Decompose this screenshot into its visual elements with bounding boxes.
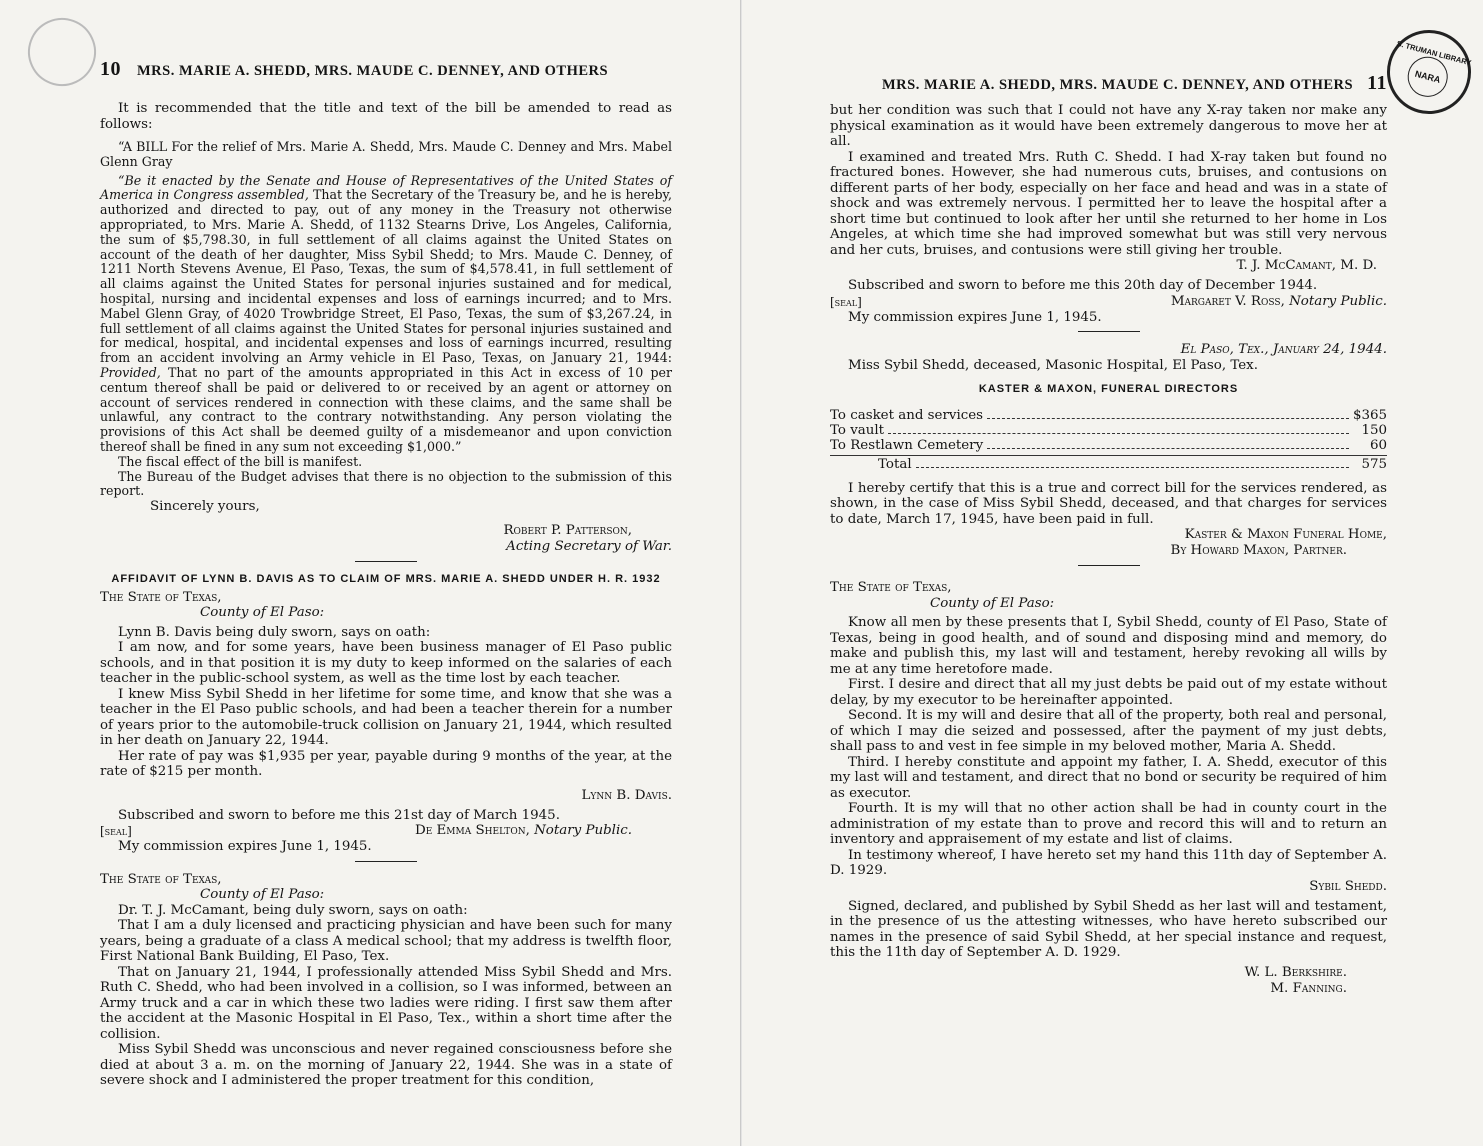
commission-line: My commission expires June 1, 1945. [118,839,372,855]
bill-item: To vault 150 [830,422,1387,438]
mccamant-paragraph: That I am a duly licensed and practicing physician and have been such for many years, being a graduate of a class A medical school; that my address is twelfth floor, First National Bank Building, El Paso, Tex. [100,918,672,965]
running-header-left [100,58,672,81]
will-paragraph: Fourth. It is my will that no other action shall be had in county court in the administration of my estate than to prove and record this will and to return an inventory and appraisement of my estate and list of claims. [830,801,1387,847]
running-head: MRS. MARIE A. SHEDD, MRS. MAUDE C. DENNEY, AND OTHERS [882,77,1354,93]
budget-note: The Bureau of the Budget advises that there is no objection to the submission of this report. [100,468,672,499]
notary-row [100,823,672,839]
library-stamp-faded [17,7,107,97]
will-paragraph: Third. I hereby constitute and appoint my father, I. A. Shedd, executor of this my last will and testament, and direct that no bond or security be required of him as executor. [830,754,1387,801]
bill-title: “A BILL For the relief of Mrs. Marie A. Shedd, Mrs. Maude C. Denney and Mrs. Mabel Glenn Gray [100,139,672,169]
county-line: County of El Paso: [930,595,1055,611]
davis-paragraph: I am now, and for some years, have been business manager of El Paso public schools, and in that position it is my duty to keep informed on the salaries of each teacher in the public-school system, as well as the time lost by each teacher. [100,640,672,687]
witness-signature: M. Fanning. [1270,980,1347,996]
mccamant-paragraph: That on January 21, 1944, I professionally attended Miss Sybil Shedd and Mrs. Ruth C. Shedd, who had been involved in a collision, so I was informed, between an Army truck and a car in which these two ladies were riding. I first saw them after the accident at the Masonic Hospital in El Paso, Tex., within a short time after the collision. [100,964,672,1042]
mccamant-paragraph: I examined and treated Mrs. Ruth C. Shedd. I had X-ray taken but found no fractured bones. However, she had numerous cuts, bruises, and contusions on different parts of her body, especially on her face and head and was in a state of shock and was extremely nervous. I permitted her to leave the hospital after a short time but continued to look after her until she returned to her home in Los Angeles, at which time she had improved somewhat but was still very nervous and her cuts, bruises, and contusions were still giving her trouble. [830,149,1387,258]
notary-row [830,294,1387,310]
bill-item: To casket and services $365 [830,407,1388,423]
dateline: El Paso, Tex., January 24, 1944. [1180,342,1387,357]
seal-label: [seal] [830,294,862,309]
bill-recipient: Miss Sybil Shedd, deceased, Masonic Hospital, El Paso, Tex. [848,358,1258,373]
divider [1078,331,1140,332]
notary-title: Notary Public. [534,823,632,839]
will-paragraph: Second. It is my will and desire that all of the property, both real and personal, of which I may die seized and possessed, after the payment of my just debts, shall pass to and vest in fee simple in my beloved mother, Maria A. Shedd. [830,708,1387,754]
page-number: 11 [1367,72,1387,94]
bill-total: Total 575 [830,455,1387,473]
recommendation-paragraph: It is recommended that the title and text of the bill be amended to read as follows: [100,101,672,132]
notary-name: Margaret V. Ross, [1170,293,1290,309]
davis-signature: Lynn B. Davis. [581,787,672,803]
bill-body: “Be it enacted by the Senate and House of Representatives of the United States of America in Congress assembled, That the Secretary of the Treasury be, and he is hereby, authorized and directed to pay, out of any money in the Treasury not otherwise appropriated, to Mrs. Marie A. Shedd, of 1132 Stearns Drive, Los Angeles, California, the sum of $5,798.30, in full settlement of all claims against the United States on account of the death of her daughter, Miss Sybil Shedd; to Mrs. Maude C. Denney, of 1211 North Stevens Avenue, El Paso, Texas, the sum of $4,578.41, in full settlement of all claims against the United States for personal injuries sustained and for medical, hospital, nursing and incidental expenses and loss of earnings incurred; and to Mrs. Mabel Glenn Gray, of 4020 Trowbridge Street, El Paso, Texas, the sum of $3,267.24, in full settlement of all claims against the United States for personal injuries sustained and for medical, hospital, and incidental expenses and loss of earnings incurred, resulting from an accident involving an Army vehicle in El Paso, Texas, on January 21, 1944: Provided, That no part of the amounts appropriated in this Act in excess of 10 per centum thereof shall be paid or delivered to or received by an agent or attorney on account of services rendered in connection with these claims, and the same shall be unlawful, any contract to the contrary notwithstanding. Any person violating the provisions of this Act shall be deemed guilty of a misdemeanor and upon conviction thereof shall be fined in any sum not exceeding $1,000.” [100,172,672,454]
state-line: The State of Texas, [830,580,952,595]
davis-oath: Lynn B. Davis being duly sworn, says on oath: [118,624,431,640]
county-line: County of El Paso: [200,887,325,903]
sworn-line: Subscribed and sworn to before me this 21st day of March 1945. [118,807,560,823]
witness-signature: W. L. Berkshire. [1244,964,1347,980]
funeral-home-name: Kaster & Maxon Funeral Home, [1184,527,1387,542]
closing: Sincerely yours, [150,499,260,515]
will-signature: Sybil Shedd. [1309,878,1387,894]
divider [1078,565,1140,566]
mccamant-signature: T. J. McCamant, M. D. [1236,258,1377,273]
truman-library-stamp: S. TRUMAN LIBRARY NARA [1378,21,1481,124]
davis-paragraph: I knew Miss Sybil Shedd in her lifetime for some time, and know that she was a teacher in the El Paso public schools, and had been a teacher therein for a number of years prior to the automobile-truck collision on January 21, 1944, which resulted in her death on January 22, 1944. [100,686,672,749]
page-number: 10 [100,58,121,80]
signer-name: Robert P. Patterson, [503,522,632,538]
will-paragraph: First. I desire and direct that all my just debts be paid out of my estate without delay, by my executor to be hereinafter appointed. [830,677,1387,708]
mccamant-paragraph: Miss Sybil Shedd was unconscious and never regained consciousness before she died at about 3 a. m. on the morning of January 22, 1944. She was in a state of severe shock and I administered the proper treatment for this condition, [100,1042,672,1089]
partner-signature: By Howard Maxon, Partner. [1170,543,1347,558]
fiscal-effect: The fiscal effect of the bill is manifest. [118,453,363,469]
divider [355,561,417,562]
sworn-line: Subscribed and sworn to before me this 20th day of December 1944. [848,278,1318,293]
funeral-heading: KASTER & MAXON, FUNERAL DIRECTORS [978,382,1239,395]
state-line: The State of Texas, [100,871,222,887]
affidavit-heading: AFFIDAVIT OF LYNN B. DAVIS AS TO CLAIM OF MRS. MARIE A. SHEDD UNDER H. R. 1932 [111,572,661,585]
mccamant-continued: but her condition was such that I could not have any X-ray taken nor make any physical examination as it would have been extremely dangerous to move her at all. [830,103,1387,149]
funeral-bill-items [830,408,1387,473]
certification: I hereby certify that this is a true and correct bill for the services rendered, as shown, in the case of Miss Sybil Shedd, deceased, and that charges for services to date, March 17, 1945, have been paid in full. [830,480,1387,527]
mccamant-oath: Dr. T. J. McCamant, being duly sworn, says on oath: [118,902,468,918]
state-line: The State of Texas, [100,589,222,605]
running-head: MRS. MARIE A. SHEDD, MRS. MAUDE C. DENNEY, AND OTHERS [137,63,609,79]
signer-title: Acting Secretary of War. [506,538,672,554]
davis-paragraph: Her rate of pay was $1,935 per year, payable during 9 months of the year, at the rate of $215 per month. [100,748,672,780]
notary-title: Notary Public. [1289,293,1387,309]
will-paragraph: In testimony whereof, I have hereto set my hand this 11th day of September A. D. 1929. [830,847,1387,878]
witness-paragraph: Signed, declared, and published by Sybil Shedd as her last will and testament, in the presence of us the attesting witnesses, who have hereto subscribed our names in the presence of said Sybil Shedd, at her special instance and request, this the 11th day of September A. D. 1929. [830,898,1387,960]
seal-label: [seal] [100,824,132,839]
county-line: County of El Paso: [200,605,325,621]
will-paragraph: Know all men by these presents that I, Sybil Shedd, county of El Paso, State of Texas, being in good health, and of sound and disposing mind and memory, do make and publish this, my last will and testament, hereby revoking all wills by me at any time heretofore made. [830,615,1387,677]
bill-item: To Restlawn Cemetery 60 [830,437,1387,453]
divider [355,861,417,862]
commission-line: My commission expires June 1, 1945. [848,309,1102,325]
notary-name: De Emma Shelton, [414,823,535,839]
running-header-right [830,72,1387,95]
bill-text [100,140,672,499]
right-page [742,0,1483,1146]
